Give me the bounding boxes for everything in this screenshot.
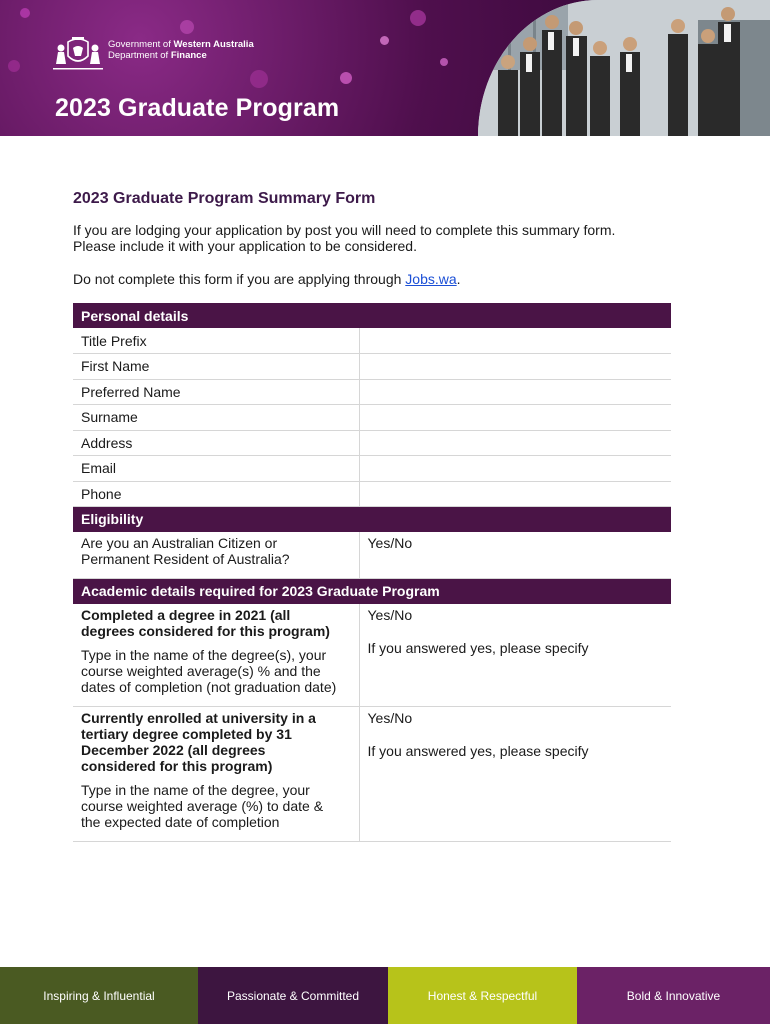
government-crest-logo — [52, 34, 104, 72]
q1-sub-line-1: Type in the name of the degree(s), your — [81, 646, 327, 663]
q2-bold-line-4: considered for this program) — [81, 758, 273, 774]
form-row-preferred-name — [73, 379, 671, 405]
q2-instructions — [81, 782, 351, 830]
section-header-personal — [73, 303, 671, 328]
gov-line2-prefix: Department of — [108, 50, 171, 61]
field-label: Surname — [73, 405, 359, 431]
bokeh-dot — [380, 36, 389, 45]
q2-sub-line-2: course weighted average (%) to date & — [81, 798, 324, 814]
eligibility-heading: Eligibility — [73, 507, 671, 532]
q2-specify: If you answered yes, please specify — [367, 743, 589, 759]
form-row-completed-degree — [73, 604, 671, 707]
form-row-citizenship — [73, 532, 671, 579]
enrolled-degree-question — [73, 707, 359, 842]
field-label: Title Prefix — [73, 328, 359, 354]
q2-bold-line-3: December 2022 (all degrees — [81, 742, 266, 758]
q1-specify: If you answered yes, please specify — [367, 639, 589, 656]
bokeh-dot — [410, 10, 426, 26]
form-row-surname — [73, 405, 671, 431]
bokeh-dot — [440, 58, 448, 66]
section-header-eligibility — [73, 507, 671, 532]
notice-paragraph — [73, 271, 671, 287]
intro-line-1: If you are lodging your application by post you will need to complete this summary form. — [73, 222, 616, 238]
graduates-photo — [478, 0, 770, 136]
q1-yes-no: Yes/No — [367, 606, 413, 623]
field-label: Phone — [73, 481, 359, 507]
address-input[interactable] — [359, 430, 671, 456]
form-row-phone — [73, 481, 671, 507]
field-label: Preferred Name — [73, 379, 359, 405]
values-footer — [0, 967, 770, 1024]
preferred-name-input[interactable] — [359, 379, 671, 405]
email-input[interactable] — [359, 456, 671, 482]
banner-title: 2023 Graduate Program — [55, 94, 340, 122]
citizenship-question-line-2: Permanent Resident of Australia? — [81, 550, 290, 567]
intro-paragraph — [73, 222, 671, 254]
value-honest-respectful: Honest & Respectful — [388, 967, 577, 1024]
form-row-title-prefix — [73, 328, 671, 354]
section-header-academic — [73, 579, 671, 604]
value-passionate-committed: Passionate & Committed — [198, 967, 388, 1024]
citizenship-question-line-1: Are you an Australian Citizen or — [81, 534, 278, 551]
surname-input[interactable] — [359, 405, 671, 431]
gov-line1-prefix: Government of — [108, 39, 174, 50]
title-prefix-input[interactable] — [359, 328, 671, 354]
q1-sub-line-3: dates of completion (not graduation date) — [81, 678, 337, 695]
summary-form-table — [73, 303, 671, 842]
q2-sub-line-1: Type in the name of the degree, your — [81, 782, 310, 798]
completed-degree-answer-field[interactable] — [359, 604, 671, 707]
field-label: First Name — [73, 354, 359, 380]
form-row-enrolled-degree — [73, 707, 671, 842]
notice-prefix: Do not complete this form if you are applying through — [73, 271, 406, 287]
q2-bold-line-1: Currently enrolled at university in a — [81, 710, 316, 726]
form-row-address — [73, 430, 671, 456]
phone-input[interactable] — [359, 481, 671, 507]
value-inspiring-influential: Inspiring & Influential — [0, 967, 198, 1024]
form-row-first-name — [73, 354, 671, 380]
enrolled-degree-answer-field[interactable] — [359, 707, 671, 842]
form-row-email — [73, 456, 671, 482]
bokeh-dot — [250, 70, 268, 88]
value-bold-innovative: Bold & Innovative — [577, 967, 770, 1024]
gov-line1-bold: Western Australia — [173, 39, 254, 50]
bokeh-dot — [340, 72, 352, 84]
government-text — [108, 39, 254, 61]
form-intro — [73, 190, 671, 287]
citizenship-question — [73, 532, 359, 579]
q2-yes-no: Yes/No — [367, 710, 413, 726]
q1-bold-line-2: degrees considered for this program) — [81, 622, 330, 639]
form-title: 2023 Graduate Program Summary Form — [73, 190, 376, 207]
academic-heading: Academic details required for 2023 Graduate Program — [73, 579, 671, 604]
completed-degree-question — [73, 604, 359, 707]
bokeh-dot — [20, 8, 30, 18]
gov-line2-bold: Finance — [170, 50, 207, 61]
field-label: Address — [73, 430, 359, 456]
bokeh-dot — [8, 60, 20, 72]
notice-suffix: . — [456, 271, 461, 287]
intro-line-2: Please include it with your application to be considered. — [73, 238, 417, 254]
jobs-wa-link[interactable]: Jobs.wa — [405, 271, 457, 287]
first-name-input[interactable] — [359, 354, 671, 380]
q1-instructions — [81, 647, 351, 695]
q1-bold-line-1: Completed a degree in 2021 (all — [81, 606, 291, 623]
header-banner — [0, 0, 770, 136]
field-label: Email — [73, 456, 359, 482]
q1-sub-line-2: course weighted average(s) % and the — [81, 662, 321, 679]
citizenship-answer-field[interactable]: Yes/No — [359, 532, 671, 579]
q2-sub-line-3: the expected date of completion — [81, 814, 280, 830]
bokeh-dot — [180, 20, 194, 34]
group-photo-illustration — [478, 0, 770, 136]
q2-bold-line-2: tertiary degree completed by 31 — [81, 726, 292, 742]
personal-details-heading: Personal details — [73, 303, 671, 328]
